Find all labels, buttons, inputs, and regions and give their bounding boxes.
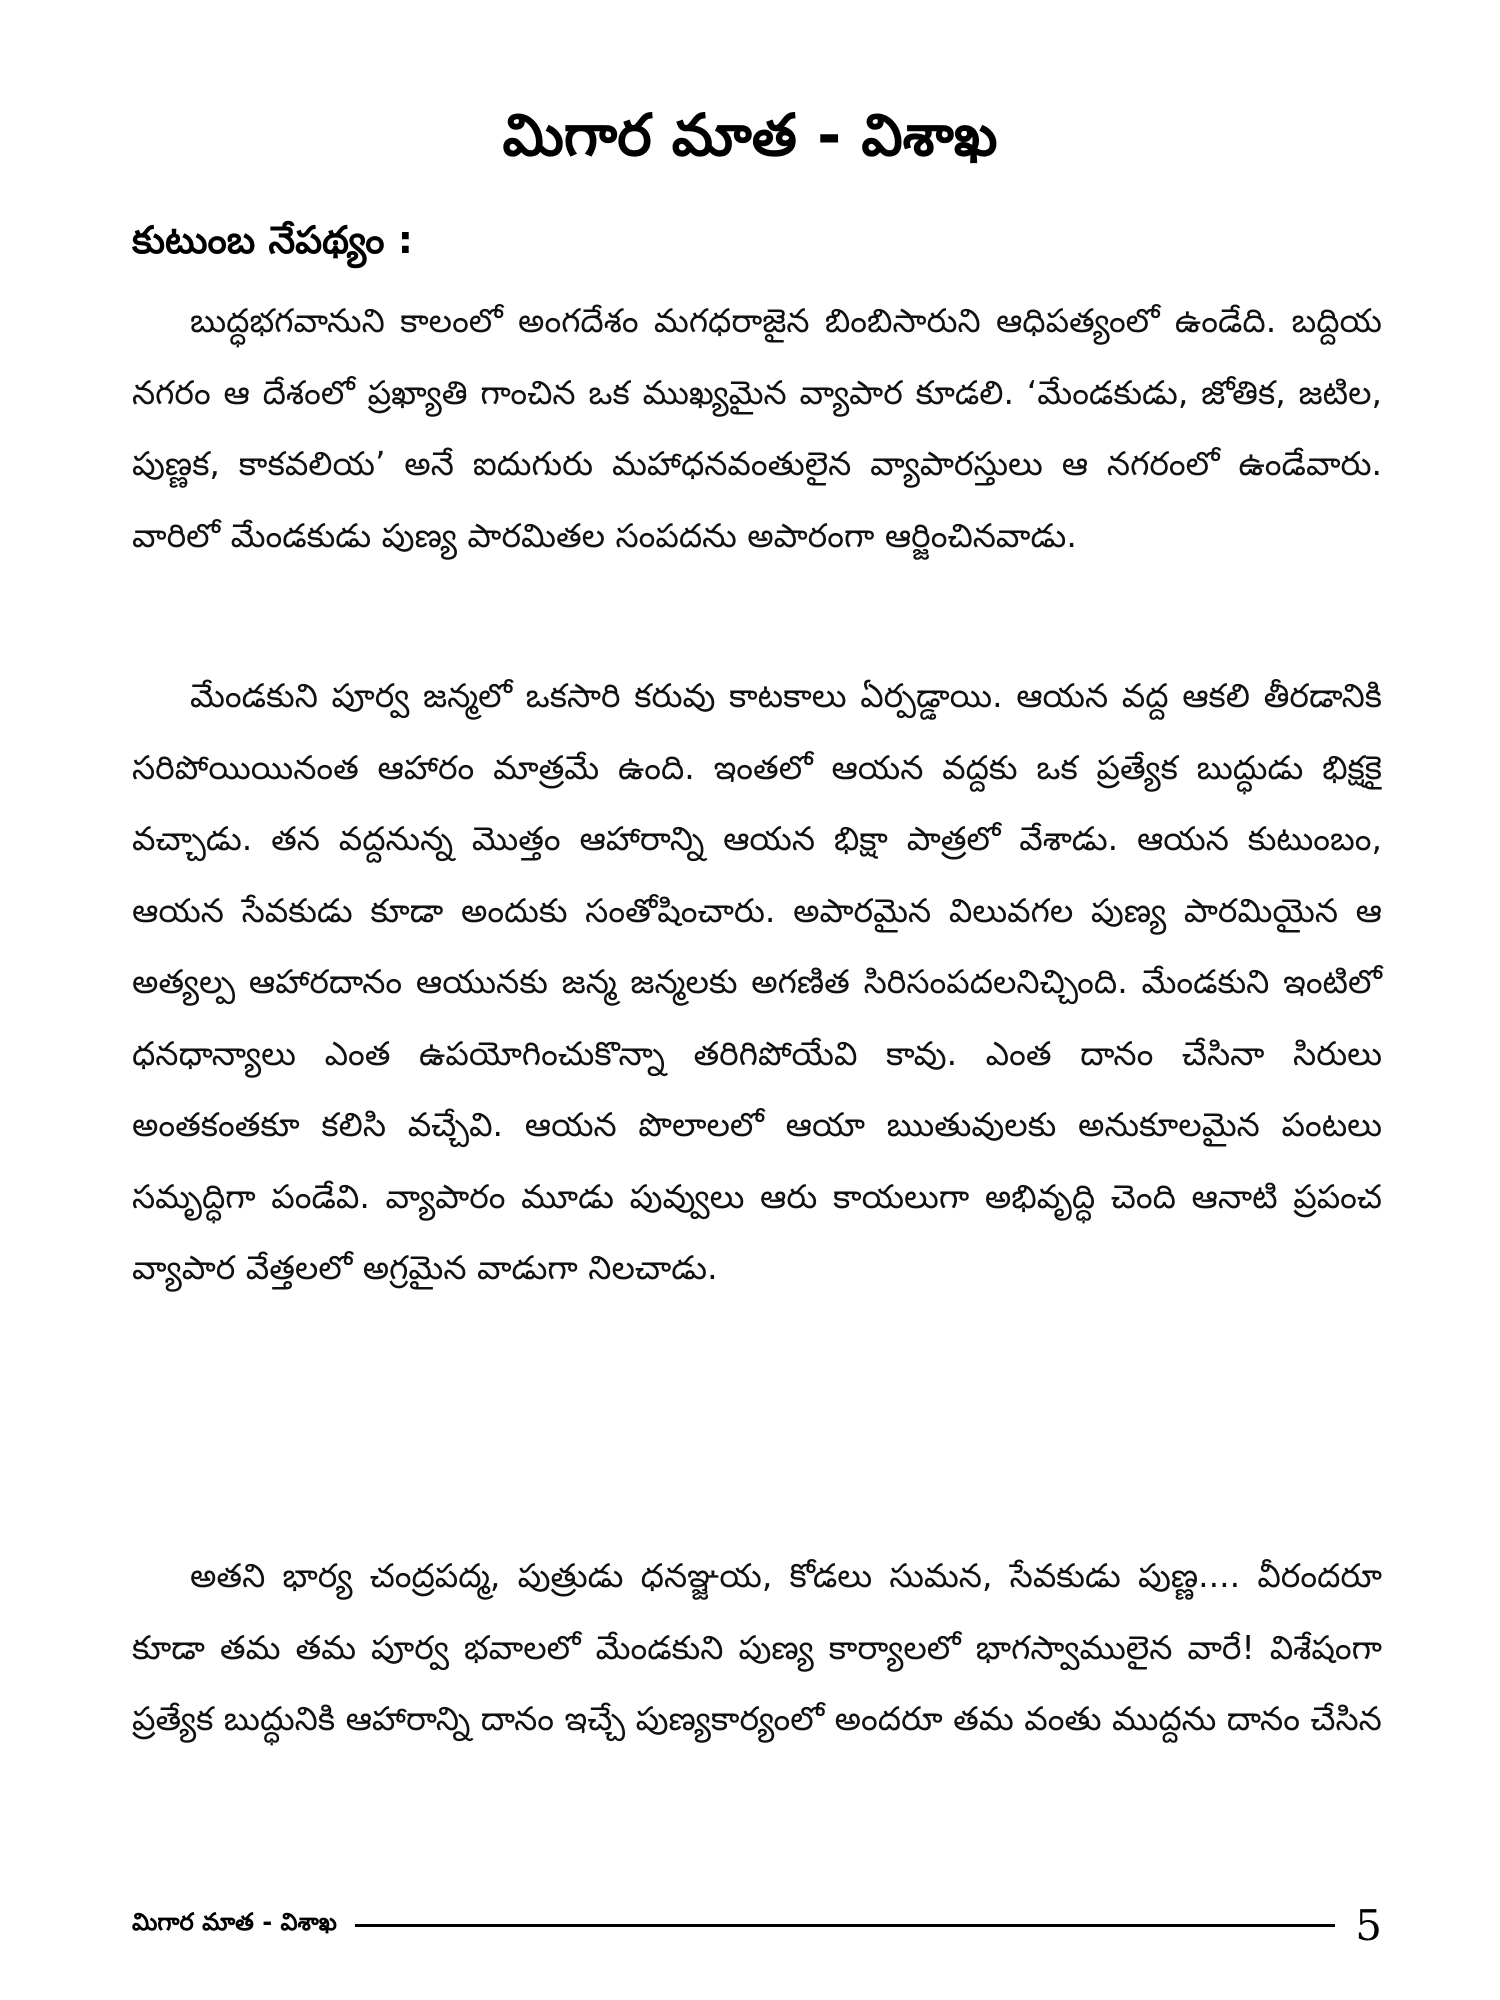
footer-running-title: మిగార మాత - విశాఖ xyxy=(132,1908,337,1936)
footer-rule xyxy=(355,1924,1335,1927)
section-heading: కుటుంబ నేపథ్యం : xyxy=(132,218,413,262)
page-title: మిగార మాత - విశాఖ xyxy=(502,101,998,169)
page-footer xyxy=(132,1895,1382,1955)
page-number: 5 xyxy=(1355,1900,1382,1950)
paragraph-2: మేండకుని పూర్వ జన్మలో ఒకసారి కరువు కాటకాలు ఏర్పడ్డాయి. ఆయన వద్ద ఆకలి తీరడానికి సరిపోయియినంత ఆహారం మాత్రమే ఉంది. ఇంతలో ఆయన వద్దకు ఒక ప్రత్యేక బుద్ధుడు భిక్షకై వచ్చాడు. తన వద్దనున్న మొత్తం ఆహారాన్ని ఆయన భిక్షా పాత్రలో వేశాడు. ఆయన కుటుంబం, ఆయన సేవకుడు కూడా అందుకు సంతోషించారు. అపారమైన విలువగల పుణ్య పారమియైన ఆ అత్యల్ప ఆహారదానం ఆయునకు జన్మ జన్మలకు అగణిత సిరిసంపదలనిచ్చింది. మేండకుని ఇంటిలో ధనధాన్యాలు ఎంత ఉపయోగించుకొన్నా తరిగిపోయేవి కావు. ఎంత దానం చేసినా సిరులు అంతకంతకూ కలిసి వచ్చేవి. ఆయన పొలాలలో ఆయా ఋతువులకు అనుకూలమైన పంటలు సమృద్ధిగా పండేవి. వ్యాపారం మూడు పువ్వులు ఆరు కాయలుగా అభివృద్ధి చెంది ఆనాటి ప్రపంచ వ్యాపార వేత్తలలో అగ్రమైన వాడుగా నిలచాడు. xyxy=(132,676,1382,1287)
paragraph-1: బుద్ధభగవానుని కాలంలో అంగదేశం మగధరాజైన బింబిసారుని ఆధిపత్యంలో ఉండేది. బద్దియ నగరం ఆ దేశంలో ప్రఖ్యాతి గాంచిన ఒక ముఖ్యమైన వ్యాపార కూడలి. ‘మేండకుడు, జోతిక, జటిల, పుణ్ణక, కాకవలియ’ అనే ఐదుగురు మహాధనవంతులైన వ్యాపారస్తులు ఆ నగరంలో ఉండేవారు. వారిలో మేండకుడు పుణ్య పారమితల సంపదను అపారంగా ఆర్జించినవాడు. xyxy=(132,301,1382,555)
paragraph-3: అతని భార్య చంద్రపద్మ, పుత్రుడు ధనఞ్జయ, కోడలు సుమన, సేవకుడు పుణ్ణ.... వీరందరూ కూడా తమ తమ పూర్వ భవాలలో మేండకుని పుణ్య కార్యాలలో భాగస్వాములైన వారే! విశేషంగా ప్రత్యేక బుద్ధునికి ఆహారాన్ని దానం ఇచ్చే పుణ్యకార్యంలో అందరూ తమ వంతు ముద్దను దానం చేసిన xyxy=(132,1556,1382,1738)
